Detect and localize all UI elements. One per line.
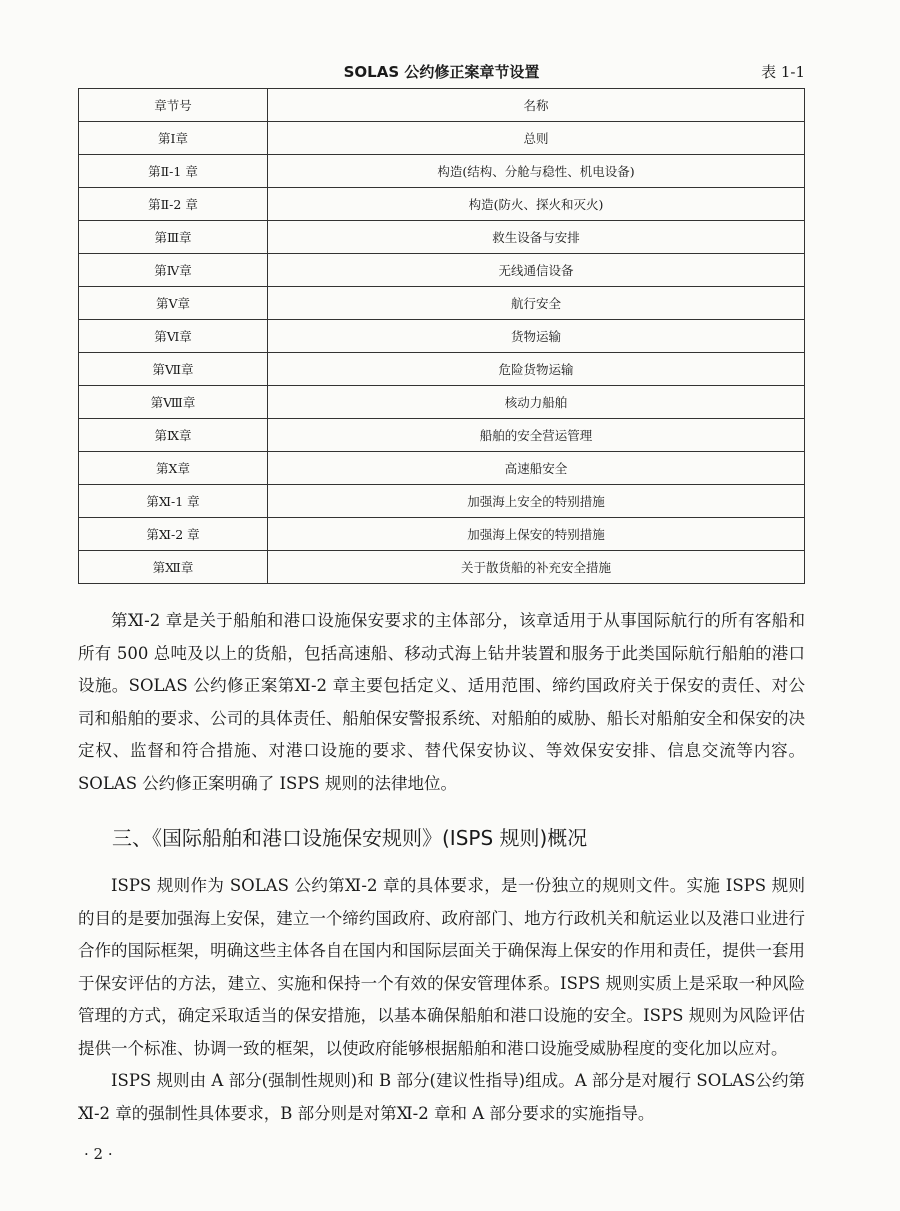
page-number: · 2 · [84,1145,113,1163]
chapter-name-cell: 高速船安全 [268,452,805,485]
chapter-number-cell: 第Ⅸ章 [79,419,268,452]
table-row [79,122,805,155]
table-title: SOLAS 公约修正案章节设置 [343,63,540,81]
chapter-name-cell: 救生设备与安排 [268,221,805,254]
paragraph-isps-parts: ISPS 规则由 A 部分(强制性规则)和 B 部分(建议性指导)组成。A 部分是对履行 SOLAS公约第Ⅺ-2 章的强制性具体要求，B 部分则是对第Ⅺ-2 章和 A 部分要求的实施指导。 [78,1071,805,1123]
chapter-name-cell: 加强海上保安的特别措施 [268,518,805,551]
chapter-name-cell: 危险货物运输 [268,353,805,386]
chapter-name-cell: 构造(防火、探火和灭火) [268,188,805,221]
chapter-name-cell: 关于散货船的补充安全措施 [268,551,805,584]
table-row [79,353,805,386]
paragraph-chapter-xi2: 第Ⅺ-2 章是关于船舶和港口设施保安要求的主体部分，该章适用于从事国际航行的所有客船和所有 500 总吨及以上的货船，包括高速船、移动式海上钻井装置和服务于此类国际航行船舶的港口设施。SOLAS 公约修正案第Ⅺ-2 章主要包括定义、适用范围、缔约国政府关于保安的责任、对公司和船舶的要求、公司的具体责任、船舶保安警报系统、对船舶的威胁、船长对船舶安全和保安的决定权、监督和符合措施、对港口设施的要求、替代保安协议、等效保安安排、信息交流等内容。SOLAS 公约修正案明确了 ISPS 规则的法律地位。 [78,611,805,793]
chapter-number-cell: 第Ⅻ章 [79,551,268,584]
table-row [79,452,805,485]
chapter-name-cell: 加强海上安全的特别措施 [268,485,805,518]
chapter-name-cell: 核动力船舶 [268,386,805,419]
chapter-number-cell: 第Ⅶ章 [79,353,268,386]
chapter-name-cell: 无线通信设备 [268,254,805,287]
chapter-number-cell: 第Ⅹ章 [79,452,268,485]
chapter-name-cell: 构造(结构、分舱与稳性、机电设备) [268,155,805,188]
body-section-1 [78,605,805,800]
chapter-name-cell: 货物运输 [268,320,805,353]
header-chapter-number: 章节号 [79,89,268,122]
table-row [79,254,805,287]
chapters-table [78,88,805,584]
paragraph-isps-purpose: ISPS 规则作为 SOLAS 公约第Ⅺ-2 章的具体要求，是一份独立的规则文件。实施 ISPS 规则的目的是要加强海上安保，建立一个缔约国政府、政府部门、地方行政机关和航运业以及港口业进行合作的国际框架，明确这些主体各自在国内和国际层面关于确保海上保安的作用和责任，提供一套用于保安评估的方法，建立、实施和保持一个有效的保安管理体系。ISPS 规则实质上是采取一种风险管理的方式，确定采取适当的保安措施，以基本确保船舶和港口设施的安全。ISPS 规则为风险评估提供一个标准、协调一致的框架，以使政府能够根据船舶和港口设施受威胁程度的变化加以应对。 [78,876,805,1058]
table-header-row [79,89,805,122]
table-row [79,188,805,221]
chapter-number-cell: 第Ⅰ章 [79,122,268,155]
table-row [79,287,805,320]
chapter-number-cell: 第Ⅴ章 [79,287,268,320]
table-row [79,320,805,353]
table-row [79,155,805,188]
section-heading: 三、《国际船舶和港口设施保安规则》(ISPS 规则)概况 [112,826,588,850]
header-chapter-name: 名称 [268,89,805,122]
table-number: 表 1-1 [761,63,805,81]
chapter-number-cell: 第Ⅲ章 [79,221,268,254]
table-row [79,386,805,419]
chapter-number-cell: 第Ⅵ章 [79,320,268,353]
chapter-number-cell: 第Ⅱ-2 章 [79,188,268,221]
table-row [79,221,805,254]
body-section-2 [78,870,805,1130]
table-row [79,485,805,518]
chapter-number-cell: 第Ⅱ-1 章 [79,155,268,188]
chapter-number-cell: 第Ⅺ-2 章 [79,518,268,551]
chapter-name-cell: 船舶的安全营运管理 [268,419,805,452]
chapter-name-cell: 总则 [268,122,805,155]
table-row [79,518,805,551]
chapter-number-cell: 第Ⅷ章 [79,386,268,419]
chapter-number-cell: 第Ⅳ章 [79,254,268,287]
chapter-name-cell: 航行安全 [268,287,805,320]
table-row [79,419,805,452]
table-row [79,551,805,584]
table-caption [78,60,805,84]
chapter-number-cell: 第Ⅺ-1 章 [79,485,268,518]
